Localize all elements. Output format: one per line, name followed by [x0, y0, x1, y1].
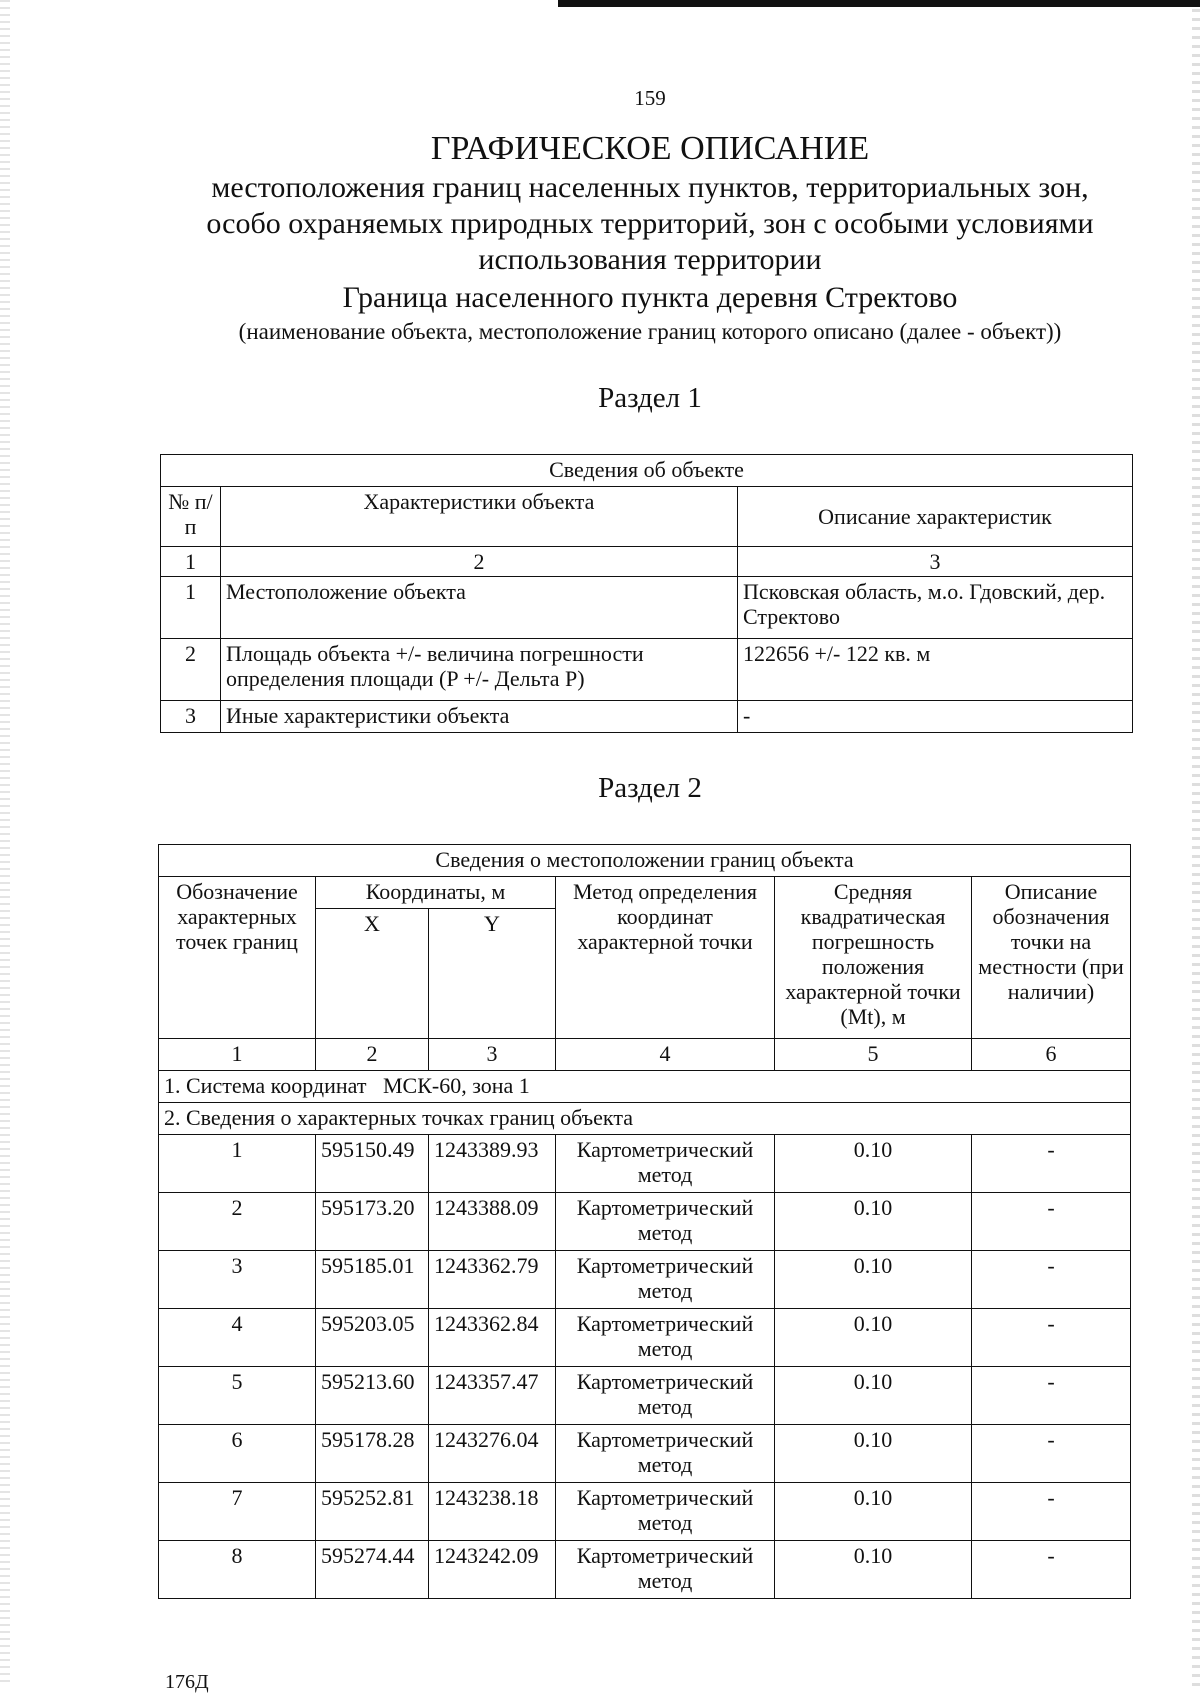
description-cell: - — [738, 701, 1133, 733]
row-number: 3 — [161, 701, 221, 733]
error-cell: 0.10 — [775, 1425, 972, 1483]
coordinate-x: 595185.01 — [316, 1251, 429, 1309]
coordinate-system: 1. Система координат МСК-60, зона 1 — [159, 1071, 1131, 1103]
header-characteristic: Характеристики объекта — [221, 487, 738, 547]
column-number: 6 — [972, 1039, 1131, 1071]
coordinate-y: 1243388.09 — [429, 1193, 556, 1251]
characteristic-cell: Иные характеристики объекта — [221, 701, 738, 733]
point-number: 1 — [159, 1135, 316, 1193]
point-number: 7 — [159, 1483, 316, 1541]
point-number: 8 — [159, 1541, 316, 1599]
point-description: - — [972, 1425, 1131, 1483]
coordinate-y: 1243357.47 — [429, 1367, 556, 1425]
table-row — [159, 1483, 1131, 1541]
header-point: Обозначение характерных точек границ — [159, 877, 316, 1039]
method-cell: Картометрический метод — [556, 1135, 775, 1193]
column-number: 2 — [316, 1039, 429, 1071]
error-cell: 0.10 — [775, 1251, 972, 1309]
description-cell: Псковская область, м.о. Гдовский, дер. Стректово — [738, 577, 1133, 639]
header-error: Средняя квадратическая погрешность положения характерной точки (Mt), м — [775, 877, 972, 1039]
method-cell: Картометрический метод — [556, 1541, 775, 1599]
error-cell: 0.10 — [775, 1541, 972, 1599]
header-point-description: Описание обозначения точки на местности (при наличии) — [972, 877, 1131, 1039]
column-number: 4 — [556, 1039, 775, 1071]
characteristic-cell: Площадь объекта +/- величина погрешности определения площади (P +/- Дельта P) — [221, 639, 738, 701]
footer-code: 176Д — [165, 1671, 209, 1693]
table-title: Сведения о местоположении границ объекта — [159, 845, 1131, 877]
coordinate-y: 1243362.84 — [429, 1309, 556, 1367]
point-description: - — [972, 1309, 1131, 1367]
coordinate-x: 595173.20 — [316, 1193, 429, 1251]
column-number: 2 — [221, 547, 738, 577]
characteristic-cell: Местоположение объекта — [221, 577, 738, 639]
subtitle-line: особо охраняемых природных территорий, зон с особыми условиями — [206, 207, 1094, 240]
point-number: 3 — [159, 1251, 316, 1309]
table-row — [159, 1193, 1131, 1251]
column-number: 3 — [738, 547, 1133, 577]
header-method: Метод определения координат характерной точки — [556, 877, 775, 1039]
column-number: 3 — [429, 1039, 556, 1071]
point-description: - — [972, 1135, 1131, 1193]
object-info-table — [160, 454, 1133, 733]
error-cell: 0.10 — [775, 1309, 972, 1367]
point-description: - — [972, 1541, 1131, 1599]
header-y: Y — [429, 909, 556, 1039]
section-1-heading: Раздел 1 — [598, 382, 702, 414]
method-cell: Картометрический метод — [556, 1251, 775, 1309]
method-cell: Картометрический метод — [556, 1483, 775, 1541]
row-number: 1 — [161, 577, 221, 639]
column-number: 1 — [159, 1039, 316, 1071]
method-cell: Картометрический метод — [556, 1367, 775, 1425]
scan-left-edge — [0, 0, 10, 1686]
subtitle-line: использования территории — [478, 243, 822, 276]
description-cell: 122656 +/- 122 кв. м — [738, 639, 1133, 701]
error-cell: 0.10 — [775, 1483, 972, 1541]
document-title: ГРАФИЧЕСКОЕ ОПИСАНИЕ — [430, 130, 870, 167]
point-number: 6 — [159, 1425, 316, 1483]
method-cell: Картометрический метод — [556, 1425, 775, 1483]
scan-right-edge — [1192, 0, 1200, 1686]
object-name: Граница населенного пункта деревня Стректово — [342, 281, 958, 314]
column-number: 1 — [161, 547, 221, 577]
points-body — [159, 1135, 1131, 1599]
coordinate-x: 595203.05 — [316, 1309, 429, 1367]
header-description: Описание характеристик — [738, 487, 1133, 547]
table-row — [159, 1135, 1131, 1193]
title-block — [150, 130, 1150, 346]
point-number: 2 — [159, 1193, 316, 1251]
row-number: 2 — [161, 639, 221, 701]
table-row — [159, 1425, 1131, 1483]
scan-top-bar — [558, 0, 1200, 7]
table-row — [159, 1251, 1131, 1309]
error-cell: 0.10 — [775, 1367, 972, 1425]
coordinate-x: 595213.60 — [316, 1367, 429, 1425]
coordinate-x: 595274.44 — [316, 1541, 429, 1599]
point-number: 4 — [159, 1309, 316, 1367]
header-number: № п/п — [161, 487, 221, 547]
coordinate-x: 595252.81 — [316, 1483, 429, 1541]
coordinate-x: 595150.49 — [316, 1135, 429, 1193]
method-cell: Картометрический метод — [556, 1193, 775, 1251]
header-x: X — [316, 909, 429, 1039]
table-title: Сведения об объекте — [161, 455, 1133, 487]
point-number: 5 — [159, 1367, 316, 1425]
page-number: 159 — [634, 86, 666, 110]
table-row — [159, 1541, 1131, 1599]
coordinate-y: 1243389.93 — [429, 1135, 556, 1193]
table-row — [159, 1367, 1131, 1425]
coordinate-x: 595178.28 — [316, 1425, 429, 1483]
coordinate-y: 1243238.18 — [429, 1483, 556, 1541]
coordinate-y: 1243362.79 — [429, 1251, 556, 1309]
table-row — [161, 701, 1133, 733]
coordinate-y: 1243242.09 — [429, 1541, 556, 1599]
table-row — [161, 639, 1133, 701]
section-2-heading: Раздел 2 — [598, 772, 702, 804]
point-description: - — [972, 1193, 1131, 1251]
subtitle-line: местоположения границ населенных пунктов, территориальных зон, — [211, 171, 1089, 204]
method-cell: Картометрический метод — [556, 1309, 775, 1367]
boundary-points-table — [158, 844, 1131, 1599]
coordinate-y: 1243276.04 — [429, 1425, 556, 1483]
point-description: - — [972, 1251, 1131, 1309]
error-cell: 0.10 — [775, 1193, 972, 1251]
error-cell: 0.10 — [775, 1135, 972, 1193]
points-section-title: 2. Сведения о характерных точках границ объекта — [159, 1103, 1131, 1135]
point-description: - — [972, 1483, 1131, 1541]
table-row — [159, 1309, 1131, 1367]
object-name-note: (наименование объекта, местоположение границ которого описано (далее - объект)) — [238, 319, 1062, 344]
header-coordinates: Координаты, м — [316, 877, 556, 909]
point-description: - — [972, 1367, 1131, 1425]
column-number: 5 — [775, 1039, 972, 1071]
table-row — [161, 577, 1133, 639]
